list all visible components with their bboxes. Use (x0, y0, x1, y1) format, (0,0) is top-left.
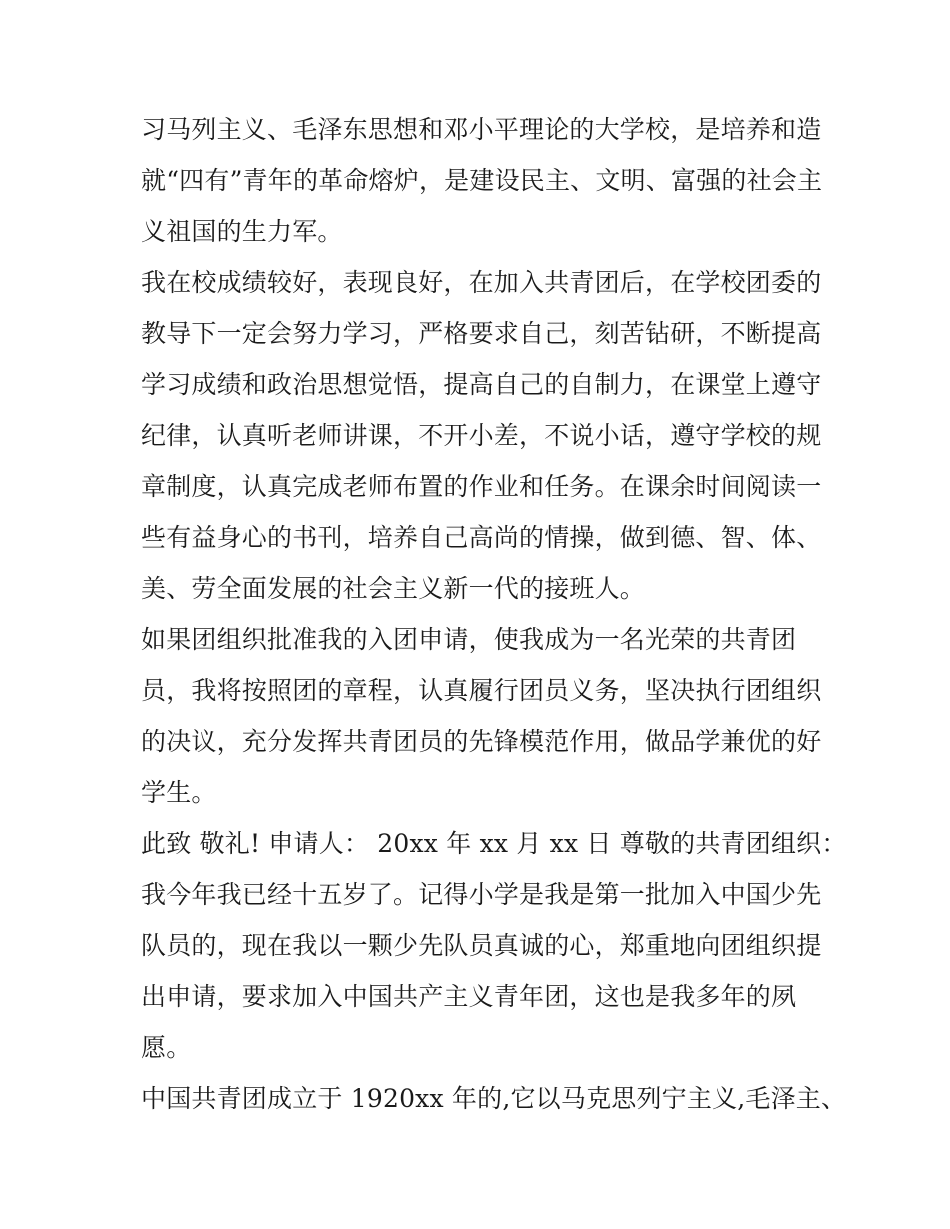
text-line: 如果团组织批准我的入团申请，使我成为一名光荣的共青团 (141, 625, 797, 654)
text-line: 中国共青团成立于 1920xx 年的,它以马克思列宁主义,毛泽主、 (141, 1084, 847, 1113)
text-line: 美、劳全面发展的社会主义新一代的接班人。 (141, 574, 646, 603)
text-line: 习马列主义、毛泽东思想和邓小平理论的大学校，是培养和造 (141, 115, 822, 144)
text-line: 队员的，现在我以一颗少先队员真诚的心，郑重地向团组织提 (141, 931, 822, 960)
text-line: 章制度，认真完成老师布置的作业和任务。在课余时间阅读一 (141, 472, 822, 501)
text-line: 纪律，认真听老师讲课，不开小差，不说小话，遵守学校的规 (141, 421, 822, 450)
text-line: 员，我将按照团的章程，认真履行团员义务，坚决执行团组织 (141, 676, 822, 705)
text-line: 就“四有”青年的革命熔炉，是建设民主、文明、富强的社会主 (141, 166, 823, 195)
text-line: 我今年我已经十五岁了。记得小学是我是第一批加入中国少先 (141, 880, 822, 909)
text-line: 我在校成绩较好，表现良好，在加入共青团后，在学校团委的 (141, 268, 822, 297)
text-line: 些有益身心的书刊，培养自己高尚的情操，做到德、智、体、 (141, 523, 822, 552)
text-line: 学生。 (141, 778, 217, 807)
text-line: 此致 敬礼! 申请人： 20xx 年 xx 月 xx 日 尊敬的共青团组织： (141, 829, 847, 858)
text-line: 愿。 (141, 1033, 192, 1062)
text-line: 义祖国的生力军。 (141, 217, 343, 246)
text-line: 出申请，要求加入中国共产主义青年团，这也是我多年的夙 (141, 982, 797, 1011)
text-line: 教导下一定会努力学习，严格要求自己，刻苦钻研，不断提高 (141, 319, 822, 348)
text-line: 的决议，充分发挥共青团员的先锋模范作用，做品学兼优的好 (141, 727, 822, 756)
text-line: 学习成绩和政治思想觉悟，提高自己的自制力，在课堂上遵守 (141, 370, 822, 399)
